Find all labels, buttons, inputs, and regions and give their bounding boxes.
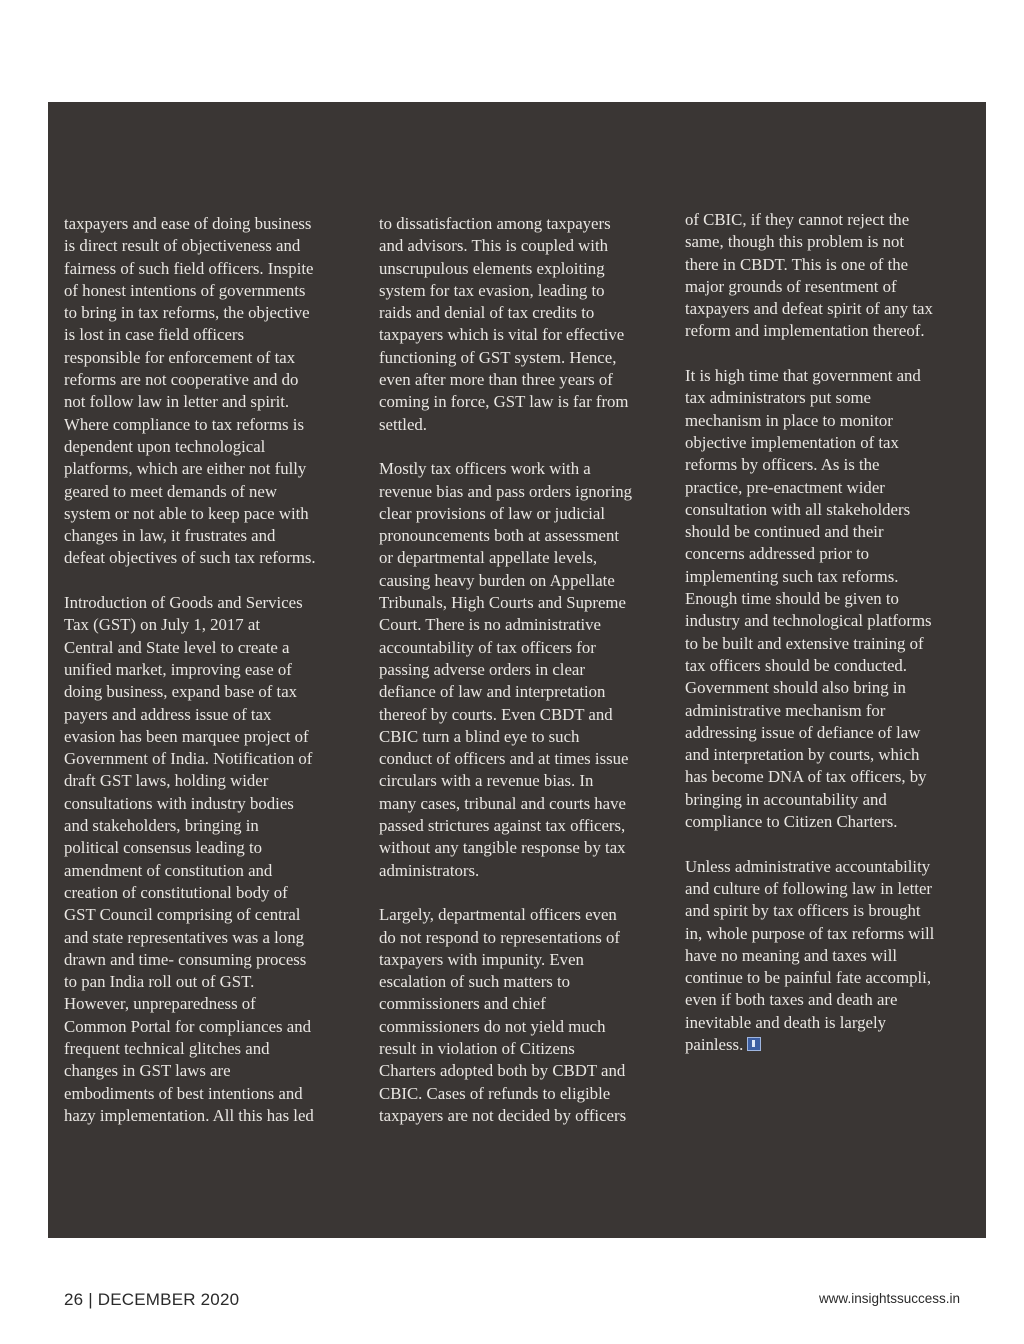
- paragraph-final: [685, 856, 985, 1057]
- paragraph-text: Unless administrative accountability and culture of following law in letter and spirit by tax officers is brought in, whole purpose of tax reforms will have no meaning and taxes will continue to be painful fate accompli, even if both taxes and death are inevitable and death is largely painless.: [685, 856, 935, 1054]
- paragraph: taxpayers and ease of doing business is direct result of objectiveness and fairness of such field officers. Inspite of honest intentions of governments to bring in tax reforms, the objective is lost in case field officers responsible for enforcement of tax reforms are not cooperative and do not follow law in letter and spirit. Where compliance to tax reforms is dependent upon technological platforms, which are either not fully geared to meet demands of new system or not able to keep pace with changes in law, it frustrates and defeat objectives of such tax reforms.: [64, 214, 316, 568]
- paragraph: It is high time that government and tax administrators put some mechanism in place to monitor objective implementation of tax reforms by officers. As is the practice, pre-enactment wider consultation with all stakeholders should be continued and their concerns addressed prior to implementing such tax reforms. Enough time should be given to industry and technological platforms to be built and extensive training of tax officers should be conducted. Government should also bring in administrative mechanism for addressing issue of defiance of law and interpretation by courts, which has become DNA of tax officers, by bringing in accountability and compliance to Citizen Charters.: [685, 366, 932, 832]
- text-column-1: [64, 213, 364, 1127]
- paragraph: Largely, departmental officers even do not respond to representations of taxpayers with impunity. Even escalation of such matters to commissioners and chief commissioners do not yield much result in violation of Citizens Charters adopted both by CBDT and CBIC. Cases of refunds to eligible taxpayers are not decided by officers: [379, 905, 627, 1125]
- paragraph: to dissatisfaction among taxpayers and advisors. This is coupled with unscrupulous elements exploiting system for tax evasion, leading to raids and denial of tax credits to taxpayers which is vital for effective functioning of GST system. Hence, even after more than three years of coming in force, GST law is far from settled.: [379, 214, 629, 434]
- paragraph: Introduction of Goods and Services Tax (GST) on July 1, 2017 at Central and State level to create a unified market, improving ease of doing business, expand base of tax payers and address issue of tax evasion has been marquee project of Government of India. Notification of draft GST laws, holding wider consultations with industry bodies and stakeholders, bringing in political consensus leading to amendment of constitution and creation of constitutional body of GST Council comprising of central and state representatives was a long drawn and time- consuming process to pan India roll out of GST. However, unpreparedness of Common Portal for compliances and frequent technical glitches and changes in GST laws are embodiments of best intentions and hazy implementation. All this has led: [64, 593, 314, 1125]
- page-number-date: 26 | DECEMBER 2020: [64, 1290, 240, 1309]
- article-panel: [48, 102, 986, 1238]
- website-url: www.insightssuccess.in: [818, 1291, 960, 1306]
- text-column-3: [685, 209, 985, 1056]
- paragraph: of CBIC, if they cannot reject the same, though this problem is not there in CBDT. This is one of the major grounds of resentment of taxpayers and defeat spirit of any tax reform and implementation thereof.: [685, 210, 933, 341]
- text-column-2: [379, 213, 679, 1127]
- paragraph: Mostly tax officers work with a revenue bias and pass orders ignoring clear provisions of law or judicial pronouncements both at assessment or departmental appellate levels, causing heavy burden on Appellate Tribunals, High Courts and Supreme Court. There is no administrative accountability of tax officers for passing adverse orders in clear defiance of law and interpretation thereof by courts. Even CBDT and CBIC turn a blind eye to such conduct of officers and at times issue circulars with a revenue bias. In many cases, tribunal and courts have passed strictures against tax officers, without any tangible response by tax administrators.: [379, 459, 633, 880]
- article-end-icon: [747, 1037, 761, 1051]
